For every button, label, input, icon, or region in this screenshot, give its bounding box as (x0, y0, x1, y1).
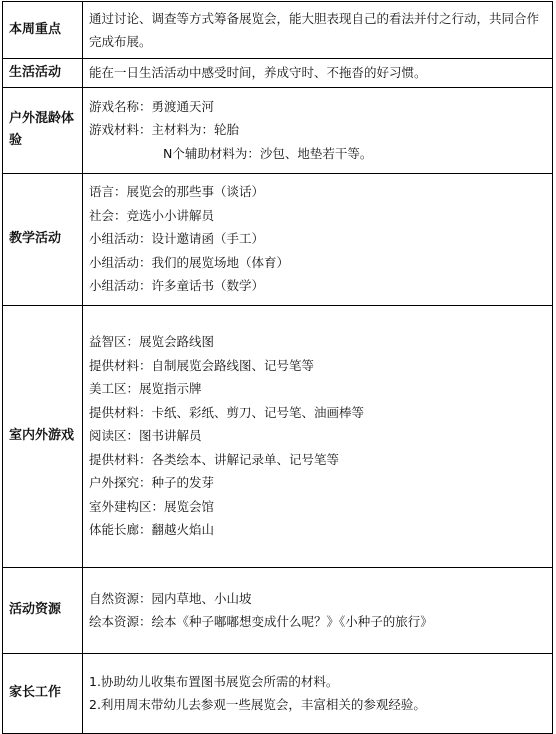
row-label-daily-life: 生活活动 (3, 59, 83, 88)
table-row-outdoor-mixed-age (3, 87, 553, 173)
content-line: 语言：展览会的那些事（谈话） (89, 184, 265, 200)
content-line: 小组活动：我们的展览场地（体育） (89, 254, 290, 270)
row-label-outdoor-mixed-age: 户外混龄体验 (3, 87, 83, 173)
content-line: 提供材料：卡纸、彩纸、剪刀、记号笔、油画棒等 (89, 404, 365, 420)
content-line: 自然资源：园内草地、小山坡 (89, 590, 252, 606)
table-row-indoor-outdoor-games (3, 305, 553, 567)
content-line: 户外探究：种子的发芽 (89, 475, 215, 491)
table-row-daily-life (3, 59, 553, 88)
content-line: 1.协助幼儿收集布置图书展览会所需的材料。 (89, 673, 339, 689)
content-line: 益智区：展览会路线图 (89, 334, 215, 350)
table-row-weekly-focus (3, 2, 553, 59)
table-row-activity-resources (3, 567, 553, 653)
row-label-indoor-outdoor-games: 室内外游戏 (3, 305, 83, 567)
content-line: 游戏材料：主材料为：轮胎 (89, 122, 240, 138)
table-row-parent-work (3, 653, 553, 733)
content-line: 2.利用周末带幼儿去参观一些展览会，丰富相关的参观经验。 (89, 697, 426, 712)
content-line: 小组活动：设计邀请函（手工） (89, 231, 265, 247)
weekly-plan-table (2, 1, 553, 734)
content-line: 通过讨论、调查等方式筹备展览会，能大胆表现自己的看法并付之行动，共同合作完成布展。 (89, 10, 540, 49)
content-line: N个辅助材料为：沙包、地垫若干等。 (163, 145, 373, 161)
row-content-outdoor-mixed-age (83, 87, 553, 173)
table-row-teaching (3, 173, 553, 305)
row-label-teaching: 教学活动 (3, 173, 83, 305)
content-line: 室外建构区：展览会馆 (89, 498, 215, 514)
content-line: 提供材料：自制展览会路线图、记号笔等 (89, 357, 315, 373)
content-line: 小组活动：许多童话书（数学） (89, 278, 265, 294)
row-content-parent-work (83, 653, 553, 733)
row-content-activity-resources (83, 567, 553, 653)
row-label-weekly-focus: 本周重点 (3, 2, 83, 59)
content-line: 体能长廊：翻越火焰山 (89, 522, 215, 538)
row-content-indoor-outdoor-games (83, 305, 553, 567)
row-content-daily-life (83, 59, 553, 88)
content-line: 能在一日生活活动中感受时间，养成守时、不拖沓的好习惯。 (89, 65, 427, 80)
row-label-activity-resources: 活动资源 (3, 567, 83, 653)
content-line: 社会：竞选小小讲解员 (89, 207, 215, 223)
row-label-parent-work: 家长工作 (3, 653, 83, 733)
content-line: 绘本资源：绘本《种子嘟嘟想变成什么呢？》《小种子的旅行》 (89, 614, 433, 629)
content-line: 阅读区：图书讲解员 (89, 428, 202, 444)
row-content-weekly-focus (83, 2, 553, 59)
content-line: 游戏名称：勇渡通天河 (89, 98, 215, 114)
content-line: 美工区：展览指示牌 (89, 381, 202, 397)
content-line: 提供材料：各类绘本、讲解记录单、记号笔等 (89, 451, 340, 467)
row-content-teaching (83, 173, 553, 305)
